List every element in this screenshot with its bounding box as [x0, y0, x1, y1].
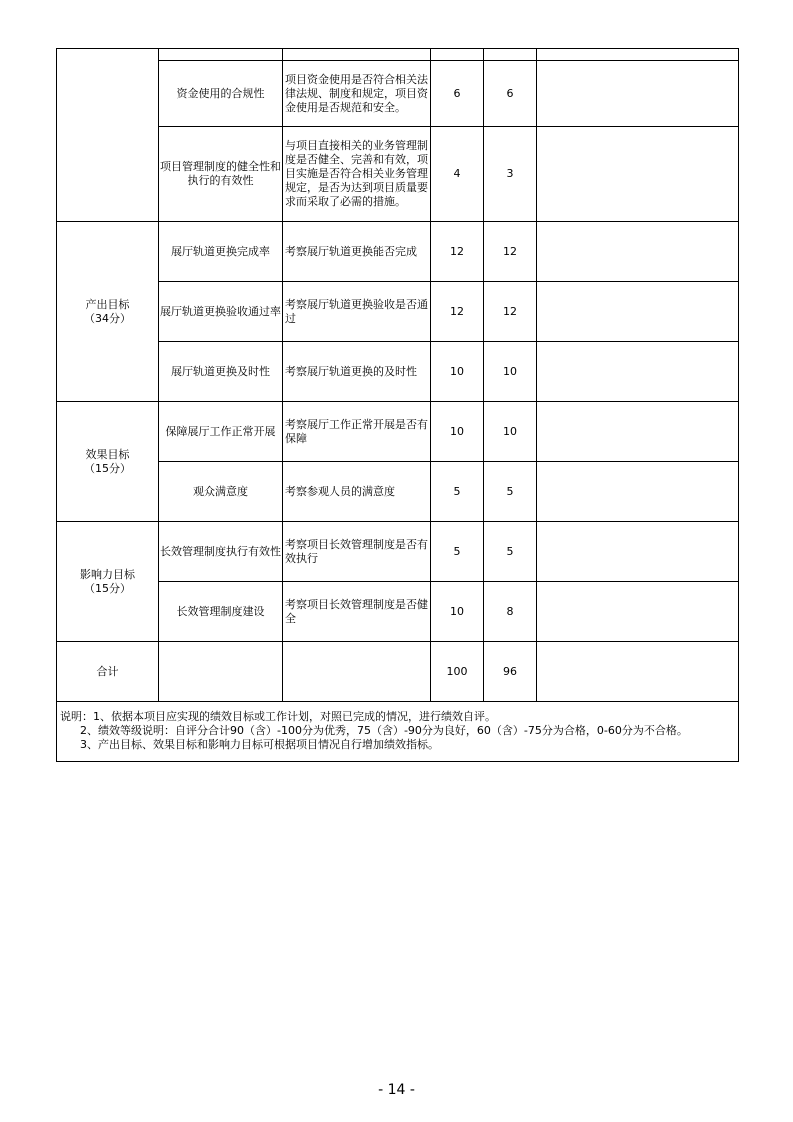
table-row [57, 342, 739, 402]
indicator-description: 考察展厅工作正常开展是否有保障 [283, 402, 431, 462]
remark [537, 282, 739, 342]
table-row [57, 522, 739, 582]
remark [537, 402, 739, 462]
indicator-name: 展厅轨道更换完成率 [159, 222, 283, 282]
remark [537, 61, 739, 127]
self-score: 12 [484, 282, 537, 342]
indicator-description: 考察参观人员的满意度 [283, 462, 431, 522]
note-line-1: 说明：1、依据本项目应实现的绩效目标或工作计划，对照已完成的情况，进行绩效自评。 [60, 710, 496, 723]
indicator-description: 考察展厅轨道更换的及时性 [283, 342, 431, 402]
standard-score: 6 [431, 61, 484, 127]
category-cell-output [57, 222, 159, 402]
remark [537, 522, 739, 582]
indicator-description: 考察项目长效管理制度是否健全 [283, 582, 431, 642]
remark [537, 582, 739, 642]
indicator-name: 保障展厅工作正常开展 [159, 402, 283, 462]
indicator-description: 考察项目长效管理制度是否有效执行 [283, 522, 431, 582]
remark [537, 462, 739, 522]
indicator-name: 展厅轨道更换验收通过率 [159, 282, 283, 342]
self-score: 8 [484, 582, 537, 642]
table-row [57, 127, 739, 222]
remark [537, 127, 739, 222]
self-score: 12 [484, 222, 537, 282]
category-points: （15分） [84, 581, 131, 595]
total-remark [537, 642, 739, 702]
notes-cell [57, 702, 739, 762]
note-line-3: 3、产出目标、效果目标和影响力目标可根据项目情况自行增加绩效指标。 [80, 738, 439, 751]
standard-score: 10 [431, 582, 484, 642]
indicator-description: 项目资金使用是否符合相关法律法规、制度和规定，项目资金使用是否规范和安全。 [283, 61, 431, 127]
total-empty-cell [283, 642, 431, 702]
standard-score: 12 [431, 282, 484, 342]
self-score [484, 49, 537, 61]
remark [537, 222, 739, 282]
total-empty-cell [159, 642, 283, 702]
category-points: （34分） [84, 311, 131, 325]
indicator-name: 长效管理制度执行有效性 [159, 522, 283, 582]
notes-row [57, 702, 739, 762]
self-score: 10 [484, 402, 537, 462]
standard-score: 5 [431, 522, 484, 582]
table-row [57, 402, 739, 462]
self-score: 5 [484, 522, 537, 582]
table-row [57, 462, 739, 522]
standard-score: 12 [431, 222, 484, 282]
standard-score: 4 [431, 127, 484, 222]
category-points: （15分） [84, 461, 131, 475]
page-number: - 14 - [378, 1082, 415, 1098]
total-standard-score: 100 [431, 642, 484, 702]
performance-score-table [56, 48, 739, 762]
category-cell-effect [57, 402, 159, 522]
indicator-description [283, 49, 431, 61]
self-score: 3 [484, 127, 537, 222]
indicator-description: 考察展厅轨道更换能否完成 [283, 222, 431, 282]
note-line-2: 2、绩效等级说明：自评分合计90（含）-100分为优秀，75（含）-90分为良好，60（含）-75分为合格，0-60分为不合格。 [80, 724, 688, 737]
standard-score: 5 [431, 462, 484, 522]
category-name: 影响力目标 [80, 567, 135, 581]
total-self-score: 96 [484, 642, 537, 702]
standard-score [431, 49, 484, 61]
standard-score: 10 [431, 402, 484, 462]
table-row [57, 49, 739, 61]
indicator-name: 项目管理制度的健全性和执行的有效性 [159, 127, 283, 222]
category-name: 效果目标 [85, 447, 130, 461]
indicator-name: 观众满意度 [159, 462, 283, 522]
table-row [57, 222, 739, 282]
total-label: 合计 [57, 642, 159, 702]
category-cell-continued [57, 49, 159, 222]
indicator-description: 与项目直接相关的业务管理制度是否健全、完善和有效，项目实施是否符合相关业务管理规定，是否为达到项目质量要求而采取了必需的措施。 [283, 127, 431, 222]
table-row [57, 61, 739, 127]
self-score: 6 [484, 61, 537, 127]
self-score: 5 [484, 462, 537, 522]
indicator-description: 考察展厅轨道更换验收是否通过 [283, 282, 431, 342]
indicator-name: 展厅轨道更换及时性 [159, 342, 283, 402]
category-cell-impact [57, 522, 159, 642]
table-row [57, 582, 739, 642]
indicator-name: 资金使用的合规性 [159, 61, 283, 127]
indicator-name [159, 49, 283, 61]
indicator-name: 长效管理制度建设 [159, 582, 283, 642]
table-row [57, 282, 739, 342]
self-score: 10 [484, 342, 537, 402]
category-name: 产出目标 [85, 297, 130, 311]
total-row [57, 642, 739, 702]
remark [537, 342, 739, 402]
remark [537, 49, 739, 61]
standard-score: 10 [431, 342, 484, 402]
